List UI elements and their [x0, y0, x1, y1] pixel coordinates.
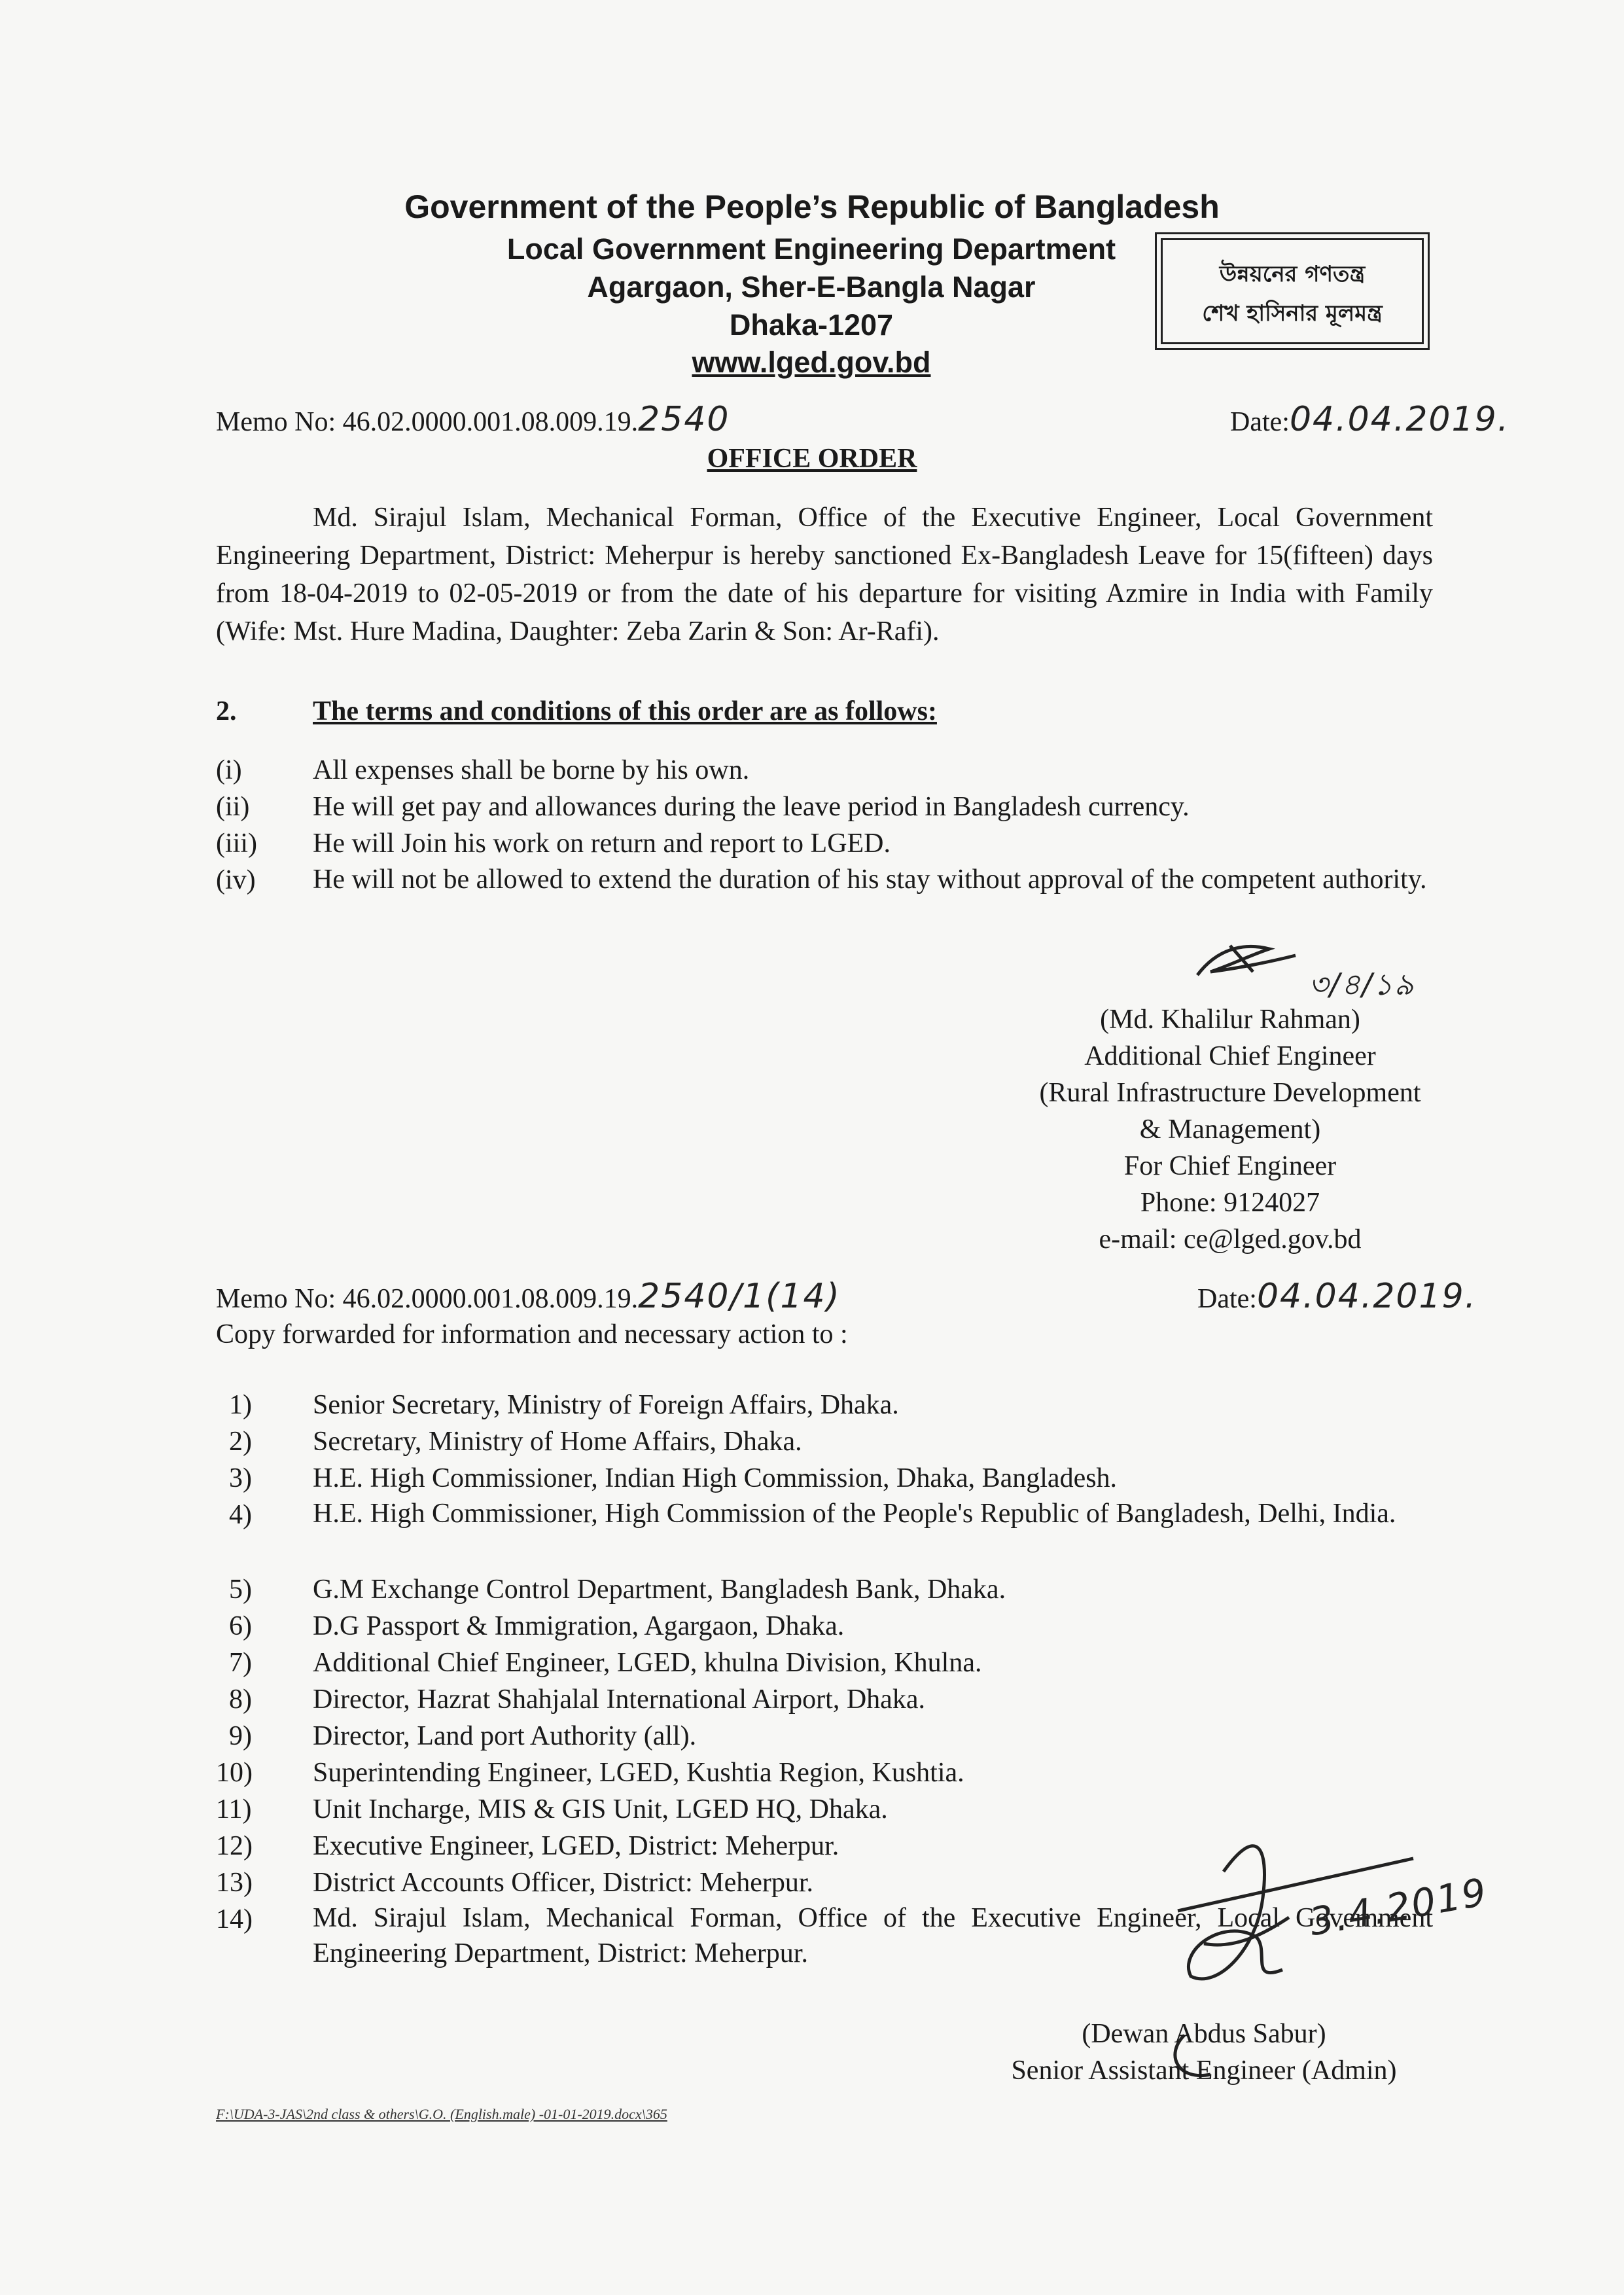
- memo-label: Memo No: 46.02.0000.001.08.009.19.: [216, 1284, 639, 1314]
- terms-list: (i) All expenses shall be borne by his own. (ii) He will get pay and allowances during the leave period in Bangladesh currency. (iii) He will Join his work on return and report to LGED. (iv) He will not be allowed to extend the duration of his stay without approval of the competent authority.: [216, 755, 1427, 895]
- date-handwritten: 04.04.2019.: [1256, 1277, 1477, 1316]
- terms-number: 2.: [216, 696, 237, 726]
- copy-forwarded-line: Copy forwarded for information and necessary action to :: [216, 1319, 848, 1349]
- letterhead-website[interactable]: www.lged.gov.bd: [692, 346, 931, 379]
- signatory-1-dept-line2: & Management): [1139, 1114, 1321, 1145]
- terms-heading: The terms and conditions of this order are as follows:: [313, 696, 937, 726]
- signature-khalilur-rahman: [1191, 936, 1309, 988]
- date-label: Date:: [1230, 407, 1290, 437]
- order-body: Md. Sirajul Islam, Mechanical Forman, Office of the Executive Engineer, Local Government Engineering Department, District: Meherpur is hereby sanctioned Ex-Bangladesh Leave for 15(fifteen) days from 18-04-2019 to 02-05-2019 or from the date of his departure for visiting Azmire in India with Family (Wife: Mst. Hure Madina, Daughter: Zeba Zarin & Son: Ar-Rafi).: [216, 503, 1433, 647]
- signatory-1-designation: Additional Chief Engineer: [1084, 1041, 1376, 1071]
- memo-number-2: [216, 1277, 841, 1318]
- signature-1-date: ৩/৪/১৯: [1309, 967, 1415, 1002]
- signatory-2-name: (Dewan Abdus Sabur): [1082, 2019, 1326, 2049]
- slogan-line-2: শেখ হাসিনার মূলমন্ত্র: [1202, 300, 1383, 327]
- letterhead-department: Local Government Engineering Department: [506, 232, 1116, 266]
- signatory-2-designation: Senior Assistant Engineer (Admin): [1011, 2055, 1397, 2086]
- memo-date-2: [1197, 1277, 1477, 1318]
- signatory-1-for: For Chief Engineer: [1123, 1151, 1337, 1181]
- date-handwritten: 04.04.2019.: [1289, 400, 1510, 439]
- memo-number-handwritten: 2540/1(14): [638, 1277, 841, 1316]
- recipient-list: 1) Senior Secretary, Ministry of Foreign Affairs, Dhaka. 2) Secretary, Ministry of Home Affairs, Dhaka. 3) H.E. High Commissioner, Indian High Commission, Dhaka, Bangladesh. 4) H.E. High Commissioner, High Commission of the People's Republic of Bangladesh, Delhi, India. 5) G.M Exchange Control Department, Bangladesh Bank, Dhaka. 6) D.G Passport & Immigration, Agargaon, Dhaka. 7) Additional Chief Engineer, LGED, khulna Division, Khulna. 8) Director, Hazrat Shahjalal International Airport, Dhaka. 9) Director, Land port Authority (all). 10) Superintending Engineer, LGED, Kushtia Region, Kushtia. 11) Unit Incharge, MIS & GIS Unit, LGED HQ, Dhaka. 12) Executive Engineer, LGED, District: Meherpur. 13) District Accounts Officer, District: Meherpur. 14) Md. Sirajul Islam, Mechanical Forman, Office of the Executive Engineer, Local Government Engineering Department, District: Meherpur.: [216, 1390, 1433, 1968]
- memo-number-1: [216, 400, 730, 441]
- slogan-line-1: উন্নয়নের গণতন্ত্র: [1219, 261, 1366, 287]
- date-label: Date:: [1197, 1284, 1257, 1314]
- signatory-1-dept-line1: (Rural Infrastructure Development: [1039, 1078, 1421, 1108]
- memo-label: Memo No: 46.02.0000.001.08.009.19.: [216, 407, 639, 437]
- signatory-1-name: (Md. Khalilur Rahman): [1100, 1005, 1360, 1035]
- signatory-1-email[interactable]: e-mail: ce@lged.gov.bd: [1099, 1224, 1362, 1254]
- letterhead-address: Agargaon, Sher-E-Bangla Nagar: [587, 270, 1036, 304]
- memo-number-handwritten: 2540: [638, 400, 730, 439]
- letterhead-city: Dhaka-1207: [729, 308, 894, 342]
- signatory-2-block: [955, 2016, 1453, 2089]
- letterhead-government: Government of the People’s Republic of Bangladesh: [404, 188, 1220, 225]
- footer-file-path: F:\UDA-3-JAS\2nd class & others\G.O. (English.male) -01-01-2019.docx\365: [216, 2106, 667, 2122]
- slogan-box: [1155, 232, 1430, 350]
- signature-2-date: 3.4.2019: [1306, 1869, 1491, 1945]
- office-order-title: OFFICE ORDER: [707, 444, 917, 474]
- memo-date-1: [1230, 400, 1509, 441]
- signatory-1-block: [995, 1001, 1466, 1258]
- signatory-1-phone: Phone: 9124027: [1140, 1188, 1320, 1218]
